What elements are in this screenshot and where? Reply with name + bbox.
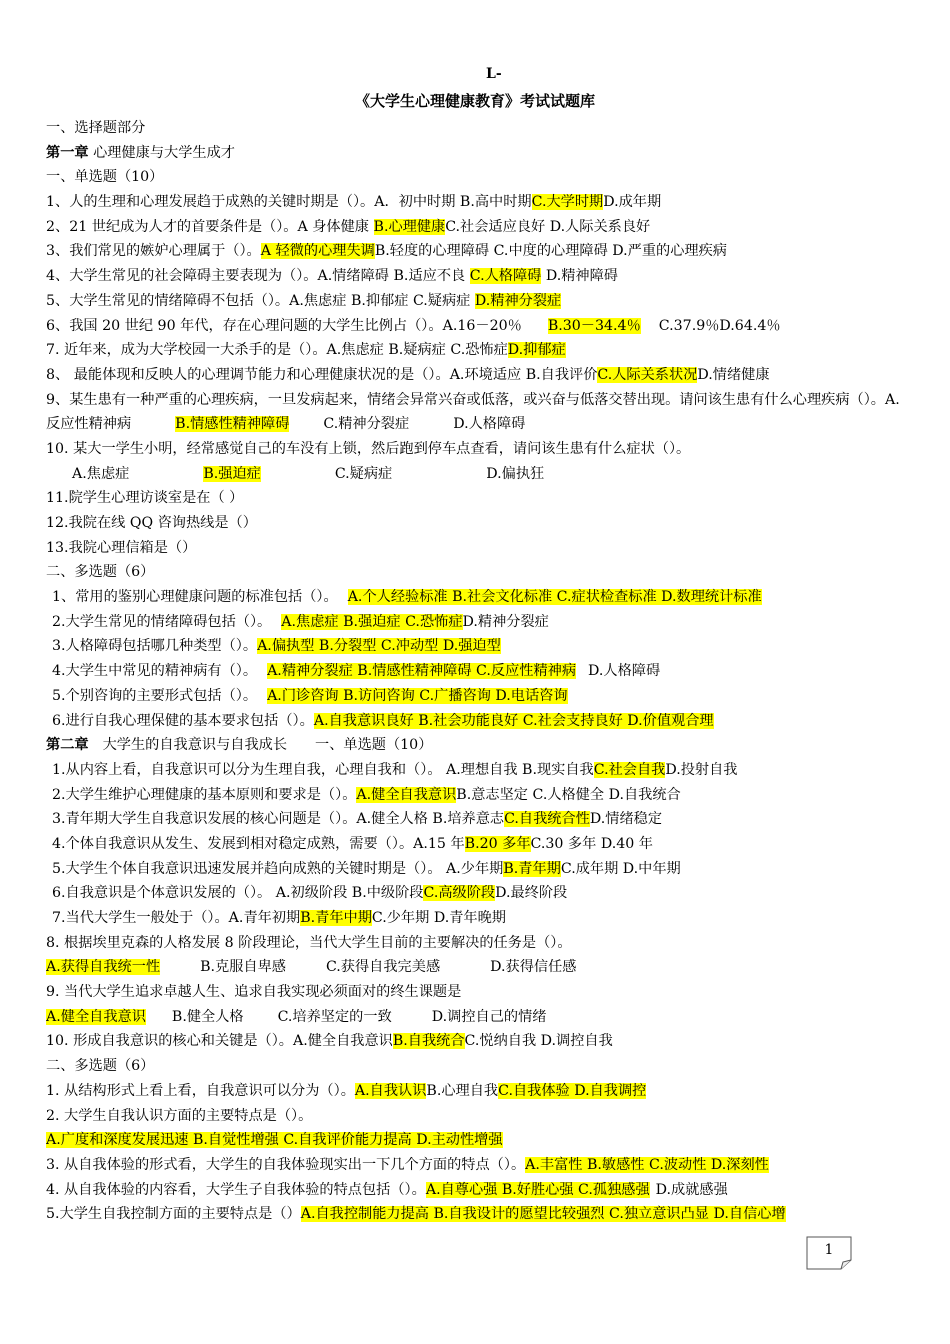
question-text: C.成年期 D.中年期 <box>560 860 681 877</box>
question-text: B.心理自我 <box>426 1082 499 1099</box>
question-line <box>46 363 908 388</box>
highlighted-answer: B.自我统合 <box>392 1033 465 1050</box>
highlighted-answer: A.焦虑症 B.强迫症 C.恐怖症 <box>281 613 463 630</box>
question-line <box>46 215 908 240</box>
question-text: 3、我们常见的嫉妒心理属于（）。 <box>46 243 261 260</box>
question-text: 5.大学生自我控制方面的主要特点是（） <box>46 1206 301 1223</box>
document-body <box>46 116 908 1227</box>
question-text: 4.大学生中常见的精神病有（）。 <box>52 663 258 680</box>
question-text: 3.青年期大学生自我意识发展的核心问题是（）。A.健全人格 B.培养意志 <box>52 811 505 828</box>
highlighted-answer: B.强迫症 <box>203 465 261 482</box>
highlighted-answer: A.自我控制能力提高 B.自我设计的愿望比较强烈 C.独立意识凸显 D.自信心增 <box>300 1206 786 1223</box>
question-line <box>46 190 908 215</box>
question-text: 3. 从自我体验的形式看，大学生的自我体验现实出一下几个方面的特点（）。 <box>46 1156 526 1173</box>
highlighted-answer: A.健全自我意识 <box>356 786 457 803</box>
question-text: C.37.9％D.64.4％ <box>658 317 781 334</box>
question-text: 4、大学生常见的社会障碍主要表现为（）。A.情绪障碍 B.适应不良 <box>46 268 466 285</box>
question-text: D.人格障碍 <box>588 663 661 680</box>
question-line <box>46 659 908 684</box>
question-line <box>46 634 908 659</box>
highlighted-answer: A.自我意识良好 B.社会功能良好 C.社会支持良好 D.价值观合理 <box>313 712 714 729</box>
options-line <box>46 955 908 980</box>
highlighted-answer: C.高级阶段 <box>423 885 496 902</box>
question-text: 9、某生患有一种严重的心理疾病，一旦发病起来，情绪会异常兴奋或低落，或兴奋与低落交替出现。请问该生患有什么心理疾病（）。A.反应性精神病 <box>46 391 900 433</box>
question-line <box>46 239 908 264</box>
chapter-title: 心理健康与大学生成才 <box>93 144 235 161</box>
option-text: D.调控自己的情绪 <box>431 1008 547 1025</box>
subsection-heading: 二、多选题（6） <box>46 564 155 581</box>
question-text: 6.自我意识是个体意识发展的（）。 A.初级阶段 B.中级阶段 <box>52 885 424 902</box>
highlighted-answer: C.自我体验 D.自我调控 <box>498 1082 647 1099</box>
page-title: 《大学生心理健康教育》考试试题库 <box>354 92 595 110</box>
chapter-label: 第二章 <box>46 737 89 754</box>
question-text: C.精神分裂症 <box>323 416 410 433</box>
question-text: 1、人的生理和心理发展趋于成熟的关键时期是（）。A．初中时期 B.高中时期 <box>46 194 532 211</box>
highlighted-answer: C.人际关系状况 <box>597 366 698 383</box>
highlighted-answer: A.精神分裂症 B.情感性精神障碍 C.反应性精神病 <box>267 663 577 680</box>
question-text: C.社会适应良好 D.人际关系良好 <box>445 218 651 235</box>
question-text: 7. 近年来，成为大学校园一大杀手的是（）。A.焦虑症 B.疑病症 C.恐怖症 <box>46 342 508 359</box>
question-text: D.成年期 <box>603 194 662 211</box>
highlighted-answer: C.自我统合性 <box>504 811 590 828</box>
highlighted-answer: B.青年中期 <box>300 910 372 927</box>
question-text: 10. 形成自我意识的核心和关键是（）。A.健全自我意识 <box>46 1033 393 1050</box>
question-line <box>46 832 908 857</box>
question-line <box>46 807 908 832</box>
subsection-heading: 一、单选题（10） <box>46 169 164 186</box>
options-line <box>46 1005 908 1030</box>
question-line <box>46 881 908 906</box>
question-text: 6.进行自我心理保健的基本要求包括（）。 <box>52 712 314 729</box>
question-line <box>46 684 908 709</box>
highlighted-answer: B.30－34.4％ <box>547 317 641 334</box>
options-line <box>46 462 908 487</box>
highlighted-answer: A.个人经验标准 B.社会文化标准 C.症状检查标准 D.数理统计标准 <box>347 589 762 606</box>
highlighted-answer: C.大学时期 <box>531 194 604 211</box>
question-text: 6、我国 20 世纪 90 年代，存在心理问题的大学生比例占（）。A.16－20％ <box>46 317 522 334</box>
highlighted-answer: A.广度和深度发展迅速 B.自觉性增强 C.自我评价能力提高 D.主动性增强 <box>46 1132 503 1149</box>
question-text: D.精神障碍 <box>545 268 618 285</box>
question-text: 2.大学生维护心理健康的基本原则和要求是（）。 <box>52 786 357 803</box>
question-line <box>46 338 908 363</box>
question-text: 4. 从自我体验的内容看，大学生子自我体验的特点包括（）。 <box>46 1181 426 1198</box>
option-text: C.疑病症 <box>334 465 393 482</box>
question-line: 8. 根据埃里克森的人格发展 8 阶段理论，当代大学生目前的主要解决的任务是（）。 <box>46 934 572 951</box>
option-text: D.获得信任感 <box>490 959 577 976</box>
question-text: 1. 从结构形式上看上看，自我意识可以分为（）。 <box>46 1082 355 1099</box>
question-text: C.30 多年 D.40 年 <box>530 835 653 852</box>
question-text: C.少年期 D.青年晚期 <box>371 910 506 927</box>
highlighted-answer: A.自我认识 <box>354 1082 427 1099</box>
highlighted-answer: A 轻微的心理失调 <box>260 243 375 260</box>
question-line <box>46 1202 908 1227</box>
highlighted-answer: A.门诊咨询 B.访问咨询 C.广播咨询 D.电话咨询 <box>267 687 568 704</box>
question-line <box>46 610 908 635</box>
subsection-heading: 一、单选题（10） <box>315 737 433 754</box>
question-line <box>46 289 908 314</box>
question-text: D.成就感强 <box>655 1181 728 1198</box>
chapter-title: 大学生的自我意识与自我成长 <box>102 737 288 754</box>
option-text: C.获得自我完美感 <box>325 959 441 976</box>
chapter-heading <box>46 141 908 166</box>
option-text: C.培养坚定的一致 <box>277 1008 392 1025</box>
highlighted-answer: B.20 多年 <box>464 835 531 852</box>
question-text: 1.从内容上看，自我意识可以分为生理自我，心理自我和（）。 A.理想自我 B.现实自我 <box>52 761 594 778</box>
question-line: 12.我院在线 QQ 咨询热线是（） <box>46 515 257 532</box>
question-line: 10. 某大一学生小明，经常感觉自己的车没有上锁，然后跑到停车点查看，请问该生患有什么症状（）。 <box>46 440 691 457</box>
question-line <box>46 1153 908 1178</box>
question-text: D.情绪健康 <box>697 366 770 383</box>
options-line <box>46 1128 908 1153</box>
question-line <box>46 264 908 289</box>
page-number: 1 <box>824 1242 834 1258</box>
highlighted-answer: D.精神分裂症 <box>474 292 562 309</box>
highlighted-answer: A.偏执型 B.分裂型 C.冲动型 D.强迫型 <box>257 638 501 655</box>
question-line: 13.我院心理信箱是（） <box>46 539 197 556</box>
chapter-label: 第一章 <box>46 144 89 161</box>
question-text: 8、 最能体现和反映人的心理调节能力和心理健康状况的是（）。A.环境适应 B.自我评价 <box>46 366 598 383</box>
question-text: B.轻度的心理障碍 C.中度的心理障碍 D.严重的心理疾病 <box>374 243 727 260</box>
question-line <box>46 388 908 437</box>
question-text: D.最终阶段 <box>495 885 568 902</box>
question-text: 2、21 世纪成为人才的首要条件是（）。A 身体健康 <box>46 218 369 235</box>
option-text: D.偏执狂 <box>486 465 545 482</box>
highlighted-answer: A.丰富性 B.敏感性 C.波动性 D.深刻性 <box>525 1156 769 1173</box>
question-line <box>46 709 908 734</box>
highlighted-answer: C.社会自我 <box>593 761 666 778</box>
question-text: D.人格障碍 <box>453 416 526 433</box>
question-text: B.意志坚定 C.人格健全 D.自我统合 <box>456 786 681 803</box>
question-text: 1、常用的鉴别心理健康问题的标准包括（）。 <box>52 589 338 606</box>
question-line <box>46 783 908 808</box>
question-line <box>46 857 908 882</box>
highlighted-answer: A.获得自我统一性 <box>46 959 161 976</box>
question-text: 5.大学生个体自我意识迅速发展并趋向成熟的关键时期是（）。 A.少年期 <box>52 860 504 877</box>
question-text: 5、大学生常见的情绪障碍不包括（）。A.焦虑症 B.抑郁症 C.疑病症 <box>46 292 471 309</box>
chapter-heading <box>46 733 908 758</box>
option-text: B.克服自卑感 <box>200 959 286 976</box>
highlighted-answer: B.青年期 <box>503 860 561 877</box>
question-line: 9. 当代大学生追求卓越人生、追求自我实现必须面对的终生课题是 <box>46 984 462 1001</box>
highlighted-answer: C.人格障碍 <box>469 268 542 285</box>
section-heading: 一、选择题部分 <box>46 120 146 136</box>
question-line <box>46 585 908 610</box>
option-text: A.焦虑症 <box>72 465 130 482</box>
highlighted-answer: A.自尊心强 B.好胜心强 C.孤独感强 <box>425 1181 650 1198</box>
option-text: B.健全人格 <box>171 1008 244 1025</box>
question-text: 3.人格障碍包括哪几种类型（）。 <box>52 638 258 655</box>
question-text: 5.个别咨询的主要形式包括（）。 <box>52 687 258 704</box>
question-line <box>46 1029 908 1054</box>
page-number-box <box>806 1236 852 1270</box>
question-line <box>46 1079 908 1104</box>
question-line <box>46 1178 908 1203</box>
question-text: 2.大学生常见的情绪障碍包括（）。 <box>52 613 272 630</box>
question-text: 7.当代大学生一般处于（）。A.青年初期 <box>52 910 301 927</box>
header-mark: L- <box>486 66 502 82</box>
subsection-heading: 二、多选题（6） <box>46 1058 155 1075</box>
highlighted-answer: B.情感性精神障碍 <box>175 416 290 433</box>
question-line <box>46 906 908 931</box>
question-text: D.精神分裂症 <box>462 613 549 630</box>
highlighted-answer: B.心理健康 <box>373 218 446 235</box>
question-text: D.情绪稳定 <box>589 811 663 828</box>
highlighted-answer: D.抑郁症 <box>507 342 566 359</box>
question-text: C.悦纳自我 D.调控自我 <box>464 1033 613 1050</box>
question-line: 2. 大学生自我认识方面的主要特点是（）。 <box>46 1107 313 1124</box>
question-line <box>46 314 908 339</box>
question-text: D.投射自我 <box>665 761 738 778</box>
question-text: 4.个体自我意识从发生、发展到相对稳定成熟，需要（）。A.15 年 <box>52 835 465 852</box>
question-line: 11.院学生心理访谈室是在（ ） <box>46 490 244 507</box>
question-line <box>46 758 908 783</box>
highlighted-answer: A.健全自我意识 <box>46 1008 146 1025</box>
